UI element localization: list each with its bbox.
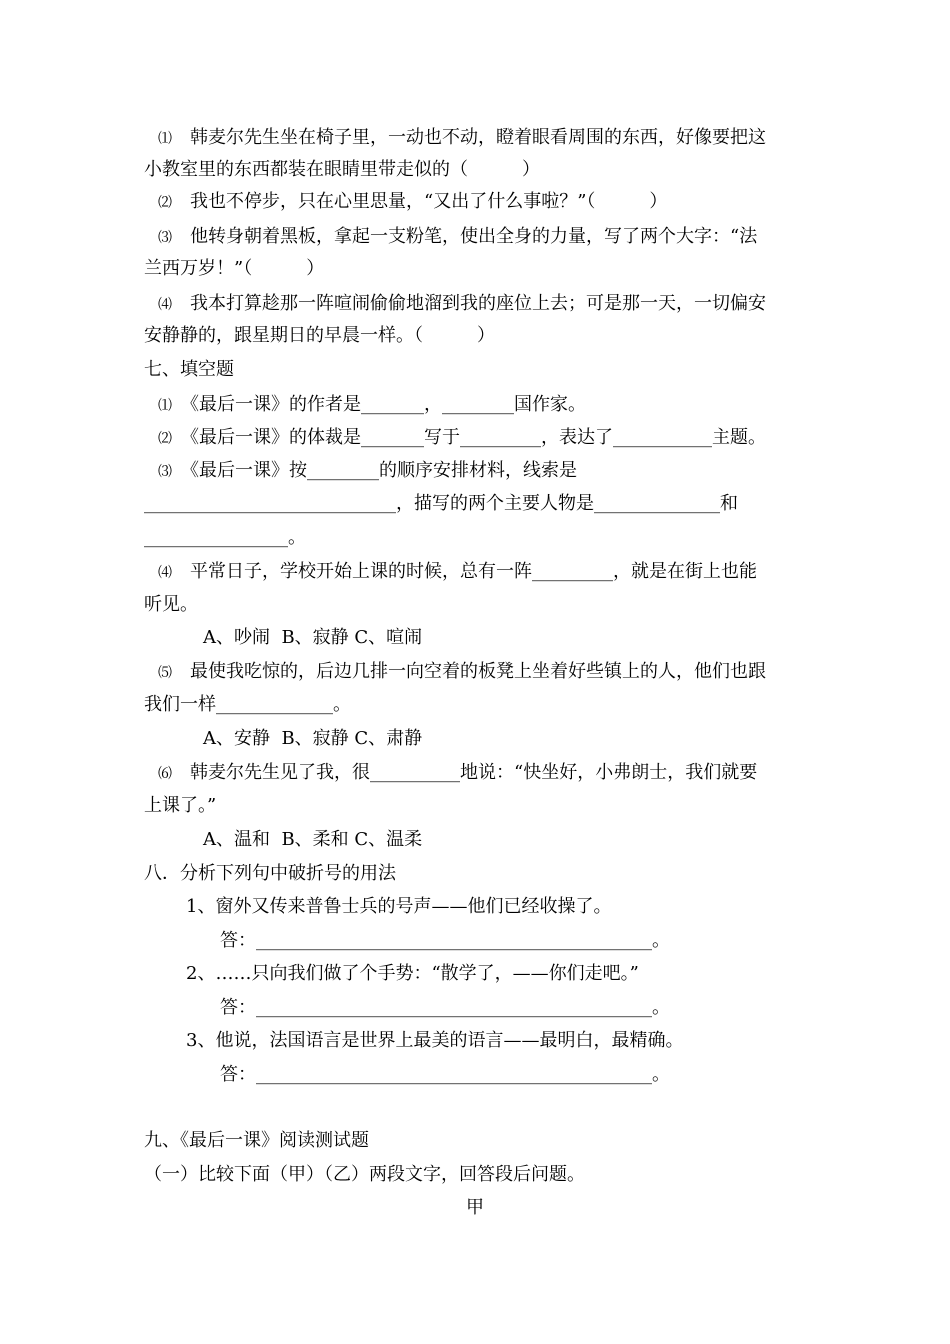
- item-8-3-sentence: 3、他说，法国语言是世界上最美的语言——最明白，最精确。: [186, 1030, 684, 1051]
- item-text: 韩麦尔先生坐在椅子里，一动也不动，瞪着眼看周围的东西，好像要把这: [172, 127, 766, 148]
- item-7-1-line1: [158, 392, 586, 419]
- item-text: 《最后一课》的作者是_______，________国作家。: [172, 394, 586, 415]
- item-number: ⑷: [158, 297, 172, 313]
- passage-label: 甲: [466, 1197, 484, 1218]
- item-6-2-line1: [158, 189, 667, 216]
- item-6-4-line1: [158, 291, 766, 318]
- item-6-4-line2: 安静静的，跟星期日的早晨一样。（ ）: [144, 325, 495, 346]
- item-number: ⑴: [158, 398, 172, 414]
- item-7-5-line2: 我们一样_____________。: [144, 694, 351, 715]
- item-number: ⑸: [158, 665, 172, 681]
- item-7-4-line2: 听见。: [144, 594, 198, 615]
- item-text: 他转身朝着黑板，拿起一支粉笔，使出全身的力量，写了两个大字：“法: [172, 226, 758, 247]
- item-number: ⑴: [158, 131, 172, 147]
- item-text: 最使我吃惊的，后边几排一向空着的板凳上坐着好些镇上的人，他们也跟: [172, 661, 766, 682]
- item-8-3-answer: 答：____________________________________________。: [220, 1064, 670, 1085]
- section-9-subtitle: （一）比较下面（甲）（乙）两段文字，回答段后问题。: [144, 1164, 585, 1185]
- item-6-1-line2: 小教室里的东西都装在眼睛里带走似的（ ）: [144, 159, 540, 180]
- item-8-1-answer: 答：____________________________________________。: [220, 930, 670, 951]
- item-7-3-line3: ________________。: [144, 527, 306, 548]
- item-7-3-line1: [158, 458, 577, 485]
- item-text: 韩麦尔先生见了我，很__________地说：“快坐好，小弗朗士，我们就要: [172, 762, 758, 783]
- section-8-title: 八．分析下列句中破折号的用法: [144, 863, 396, 884]
- item-7-5-line1: [158, 659, 766, 686]
- item-7-5-options: A、安静 B、寂静 C、肃静: [203, 728, 423, 749]
- item-text: 我也不停步，只在心里思量，“又出了什么事啦？”（ ）: [172, 191, 668, 212]
- item-8-1-sentence: 1、窗外又传来普鲁士兵的号声——他们已经收操了。: [186, 896, 612, 917]
- item-number: ⑹: [158, 766, 172, 782]
- item-6-3-line1: [158, 224, 757, 251]
- item-7-6-line1: [158, 760, 757, 787]
- item-text: 平常日子，学校开始上课的时候，总有一阵_________，就是在街上也能: [172, 561, 757, 582]
- item-number: ⑵: [158, 431, 172, 447]
- section-9-title: 九、《最后一课》阅读测试题: [144, 1130, 369, 1151]
- item-6-1-line1: [158, 125, 766, 152]
- item-7-4-line1: [158, 559, 757, 586]
- item-8-2-sentence: 2、……只向我们做了个手势：“散学了，——你们走吧。”: [186, 963, 639, 984]
- item-7-4-options: A、吵闹 B、寂静 C、喧闹: [203, 627, 423, 648]
- item-7-2-line1: [158, 425, 766, 452]
- item-7-6-line2: 上课了。”: [144, 795, 217, 816]
- item-number: ⑶: [158, 464, 172, 480]
- item-6-3-line2: 兰西万岁！”（ ）: [144, 258, 325, 279]
- item-7-6-options: A、温和 B、柔和 C、温柔: [203, 829, 423, 850]
- item-text: 我本打算趁那一阵喧闹偷偷地溜到我的座位上去；可是那一天，一切偏安: [172, 293, 766, 314]
- item-number: ⑶: [158, 230, 172, 246]
- item-8-2-answer: 答：____________________________________________。: [220, 997, 670, 1018]
- item-number: ⑵: [158, 195, 172, 211]
- item-text: 《最后一课》的体裁是_______写于_________，表达了___________主题。: [172, 427, 766, 448]
- item-7-3-line2: ____________________________，描写的两个主要人物是______________和: [144, 493, 738, 514]
- item-text: 《最后一课》按________的顺序安排材料，线索是: [172, 460, 577, 481]
- section-7-title: 七、填空题: [144, 359, 234, 380]
- item-number: ⑷: [158, 565, 172, 581]
